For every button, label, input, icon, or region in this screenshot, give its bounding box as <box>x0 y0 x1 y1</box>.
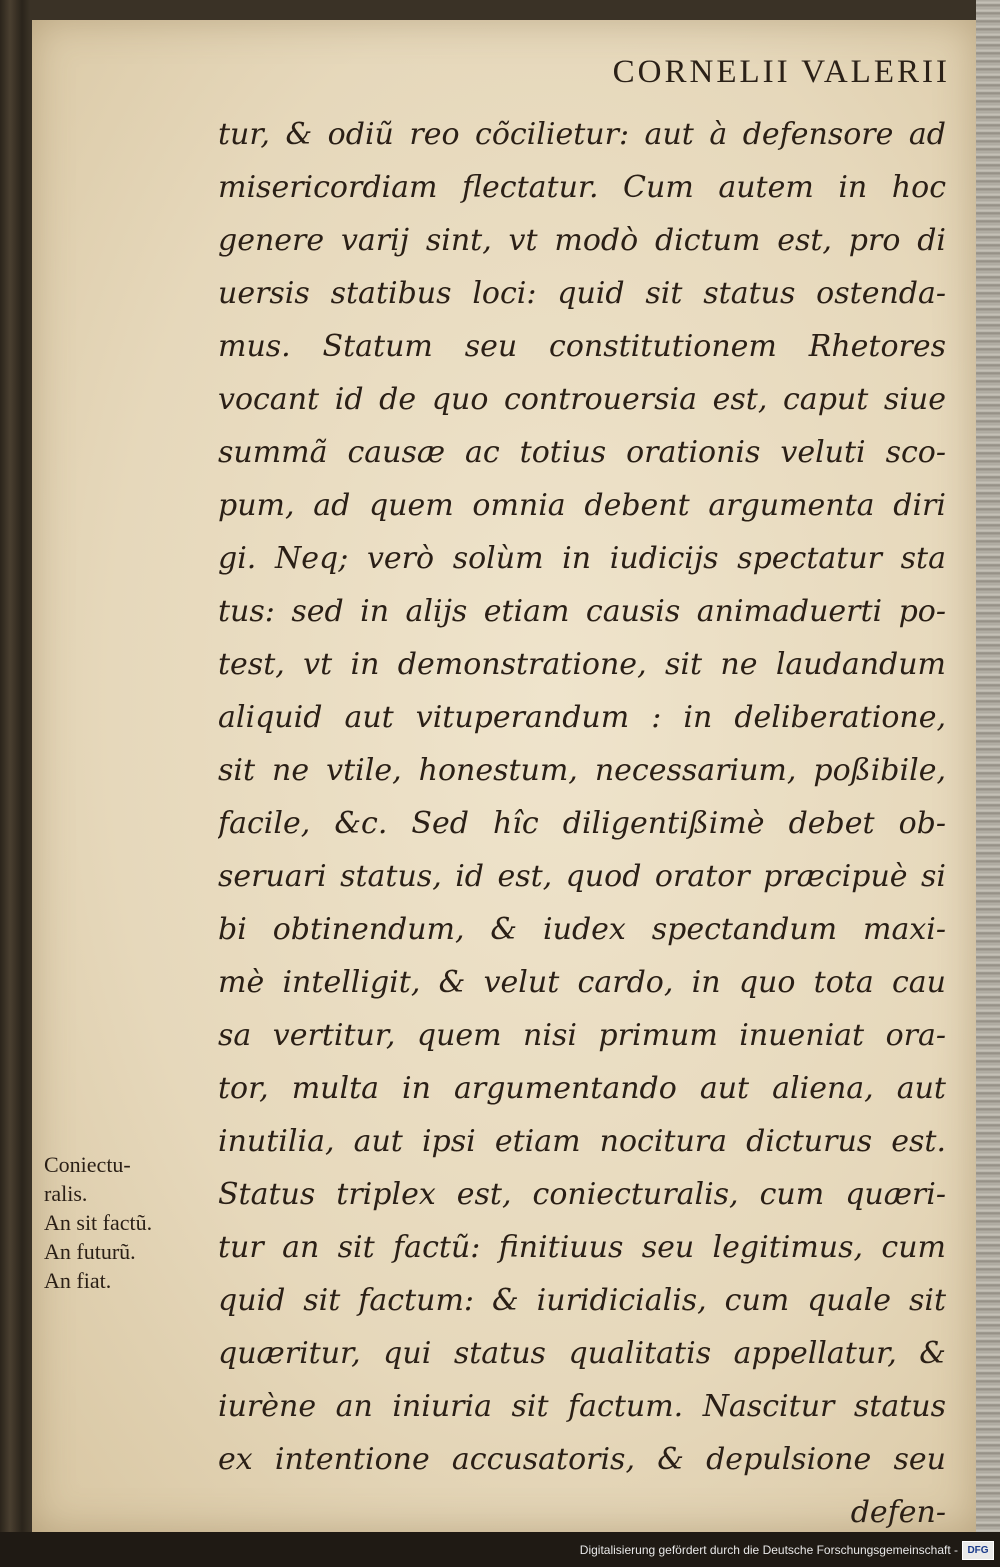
text-line: uersis statibus loci: quid sit status ostenda- <box>218 276 946 311</box>
text-line: summã causæ ac totius orationis veluti sco- <box>218 435 946 470</box>
text-line: mè intelligit, & velut cardo, in quo tota cau <box>218 965 946 1000</box>
footer-credit: Digitalisierung gefördert durch die Deutsche Forschungsgemeinschaft - <box>579 1543 958 1557</box>
marginal-note <box>44 1150 214 1295</box>
text-line: vocant id de quo controuersia est, caput siue <box>218 382 946 417</box>
text-line: quid sit factum: & iuridicialis, cum quale sit <box>218 1283 946 1318</box>
text-line: facile, &c. Sed hîc diligentißimè debet ob- <box>218 806 946 841</box>
marginal-note-line: An fiat. <box>44 1268 112 1293</box>
text-line: misericordiam flectatur. Cum autem in hoc <box>218 170 946 205</box>
text-line: aliquid aut vituperandum : in deliberatione, <box>218 700 946 735</box>
text-line: iurène an iniuria sit factum. Nascitur status <box>218 1389 946 1424</box>
catchword: defen- <box>850 1495 946 1530</box>
running-title: CORNELII VALERII <box>612 54 950 90</box>
text-line: quæritur, qui status qualitatis appellatur, & <box>218 1336 946 1371</box>
text-line: ex intentione accusatoris, & depulsione seu <box>218 1442 946 1477</box>
dfg-logo: DFG <box>962 1541 994 1560</box>
text-line: seruari status, id est, quod orator præcipuè si <box>218 859 946 894</box>
text-line: mus. Statum seu constitutionem Rhetores <box>218 329 946 364</box>
text-line: tor, multa in argumentando aut aliena, aut <box>218 1071 946 1106</box>
book-edge <box>976 0 1000 1567</box>
text-line: test, vt in demonstratione, sit ne laudandum <box>218 647 946 682</box>
marginal-note-line: Coniectu- <box>44 1152 131 1177</box>
text-line: genere varij sint, vt modò dictum est, pro di <box>218 223 946 258</box>
marginal-note-line: An sit factũ. <box>44 1210 153 1235</box>
text-line: tur, & odiũ reo cõcilietur: aut à defensore ad <box>218 117 946 152</box>
text-line: bi obtinendum, & iudex spectandum maxi- <box>218 912 946 947</box>
marginal-note-line: ralis. <box>44 1181 88 1206</box>
page-sheet <box>32 20 976 1532</box>
text-line: tus: sed in alijs etiam causis animaduerti po- <box>218 594 946 629</box>
body-text <box>218 108 946 1539</box>
digitization-footer <box>0 1532 1000 1567</box>
text-line: gi. Neq; verò solùm in iudicijs spectatur sta <box>218 541 946 576</box>
text-line: inutilia, aut ipsi etiam nocitura dicturus est. <box>218 1124 946 1159</box>
text-line: sa vertitur, quem nisi primum inueniat ora- <box>218 1018 946 1053</box>
text-line: sit ne vtile, honestum, necessarium, poßibile, <box>218 753 946 788</box>
text-line: pum, ad quem omnia debent argumenta diri <box>218 488 946 523</box>
marginal-note-line: An futurũ. <box>44 1239 136 1264</box>
text-line: Status triplex est, coniecturalis, cum quæri- <box>218 1177 946 1212</box>
text-line: tur an sit factũ: finitiuus seu legitimus, cum <box>218 1230 946 1265</box>
